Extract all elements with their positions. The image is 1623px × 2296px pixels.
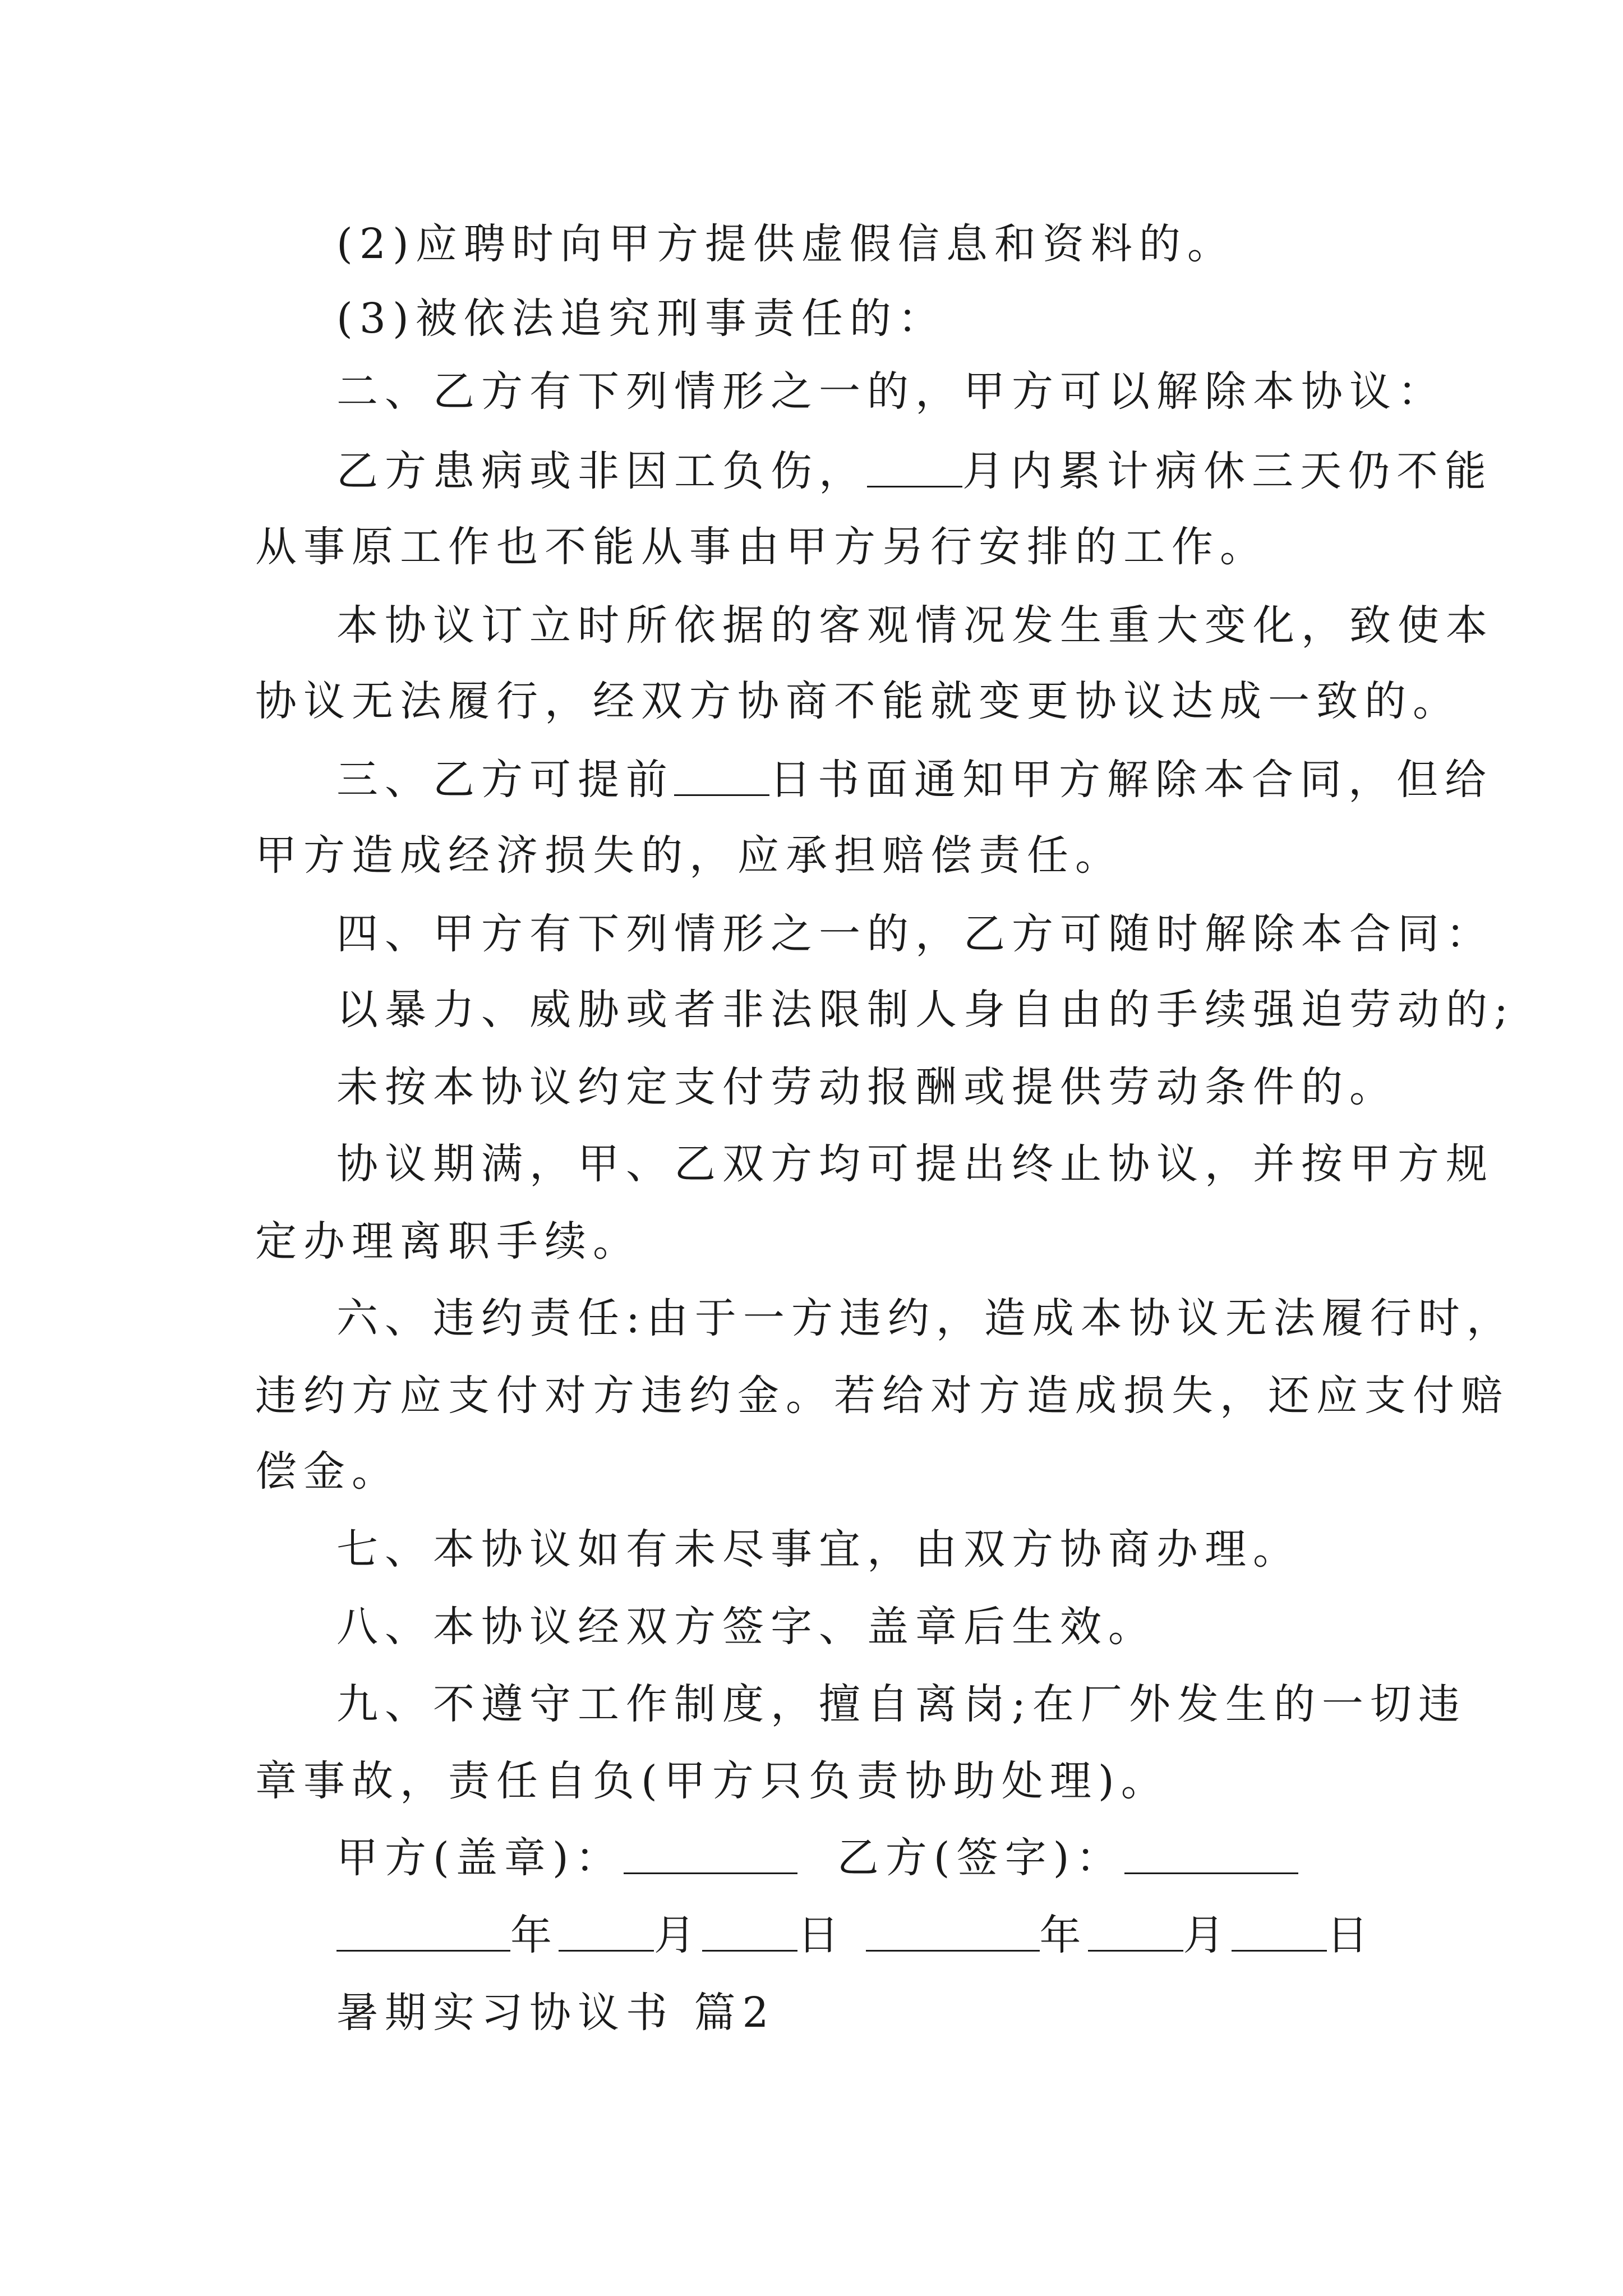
section-2-item-2: 本协议订立时所依据的客观情况发生重大变化，致使本	[336, 601, 1494, 650]
party-a-year-blank	[336, 1911, 510, 1952]
next-section-heading: 暑期实习协议书 篇2	[336, 1989, 776, 2037]
clause-2-3: (3)被依法追究刑事责任的：	[336, 295, 946, 343]
section-2-item-1-text-a: 乙方患病或非因工负伤，	[336, 447, 867, 495]
section-6-cont-1: 违约方应支付对方违约金。若给对方造成损失，还应支付赔	[255, 1372, 1509, 1420]
section-2-item-1-cont: 从事原工作也不能从事由甲方另行安排的工作。	[255, 523, 1268, 571]
section-5-cont: 定办理离职手续。	[255, 1217, 641, 1266]
year-label: 年	[510, 1911, 559, 1959]
section-4-item-1: 以暴力、威胁或者非法限制人身自由的手续强迫劳动的;	[336, 986, 1515, 1034]
date-line	[336, 1907, 1375, 1963]
section-2-heading: 二、乙方有下列情形之一的，甲方可以解除本协议：	[336, 367, 1446, 416]
section-3-cont: 甲方造成经济损失的，应承担赔偿责任。	[255, 831, 1123, 880]
section-2-item-1-text-b: 月内累计病休三天仍不能	[962, 447, 1493, 495]
section-7: 七、本协议如有未尽事宜，由双方协商办理。	[336, 1525, 1301, 1573]
party-a-month-blank	[559, 1911, 654, 1952]
party-b-month-blank	[1088, 1911, 1183, 1952]
clause-2-2: (2)应聘时向甲方提供虚假信息和资料的。	[336, 220, 1235, 268]
section-2-item-2-cont: 协议无法履行，经双方协商不能就变更协议达成一致的。	[255, 677, 1461, 725]
party-b-day-blank	[1232, 1911, 1327, 1952]
blank-field	[867, 447, 962, 487]
section-4-heading: 四、甲方有下列情形之一的，乙方可随时解除本合同：	[336, 910, 1494, 958]
month-label-b: 月	[1183, 1911, 1232, 1959]
blank-field	[674, 755, 769, 796]
month-label: 月	[654, 1911, 702, 1959]
section-4-item-2: 未按本协议约定支付劳动报酬或提供劳动条件的。	[336, 1063, 1398, 1111]
party-a-day-blank	[702, 1911, 797, 1952]
section-3	[336, 752, 1493, 808]
signature-line	[336, 1830, 1298, 1886]
day-label: 日	[797, 1911, 846, 1959]
section-6-cont-2: 偿金。	[255, 1447, 400, 1496]
party-b-label: 乙方(签字)：	[837, 1834, 1124, 1882]
section-6: 六、违约责任:由于一方违约，造成本协议无法履行时，	[336, 1294, 1515, 1342]
party-a-label: 甲方(盖章)：	[336, 1834, 624, 1882]
party-b-year-blank	[866, 1911, 1040, 1952]
year-label-b: 年	[1039, 1911, 1088, 1959]
party-b-blank	[1124, 1833, 1298, 1874]
section-3-text-b: 日书面通知甲方解除本合同，但给	[769, 756, 1493, 804]
section-3-text-a: 三、乙方可提前	[336, 756, 674, 804]
section-2-item-1	[336, 443, 1493, 499]
section-9-cont: 章事故，责任自负(甲方只负责协助处理)。	[255, 1757, 1169, 1805]
party-a-blank	[624, 1833, 797, 1874]
day-label-b: 日	[1326, 1911, 1375, 1959]
section-5: 协议期满，甲、乙双方均可提出终止协议，并按甲方规	[336, 1140, 1494, 1188]
section-8: 八、本协议经双方签字、盖章后生效。	[336, 1603, 1156, 1651]
section-9: 九、不遵守工作制度，擅自离岗;在厂外发生的一切违	[336, 1680, 1467, 1728]
